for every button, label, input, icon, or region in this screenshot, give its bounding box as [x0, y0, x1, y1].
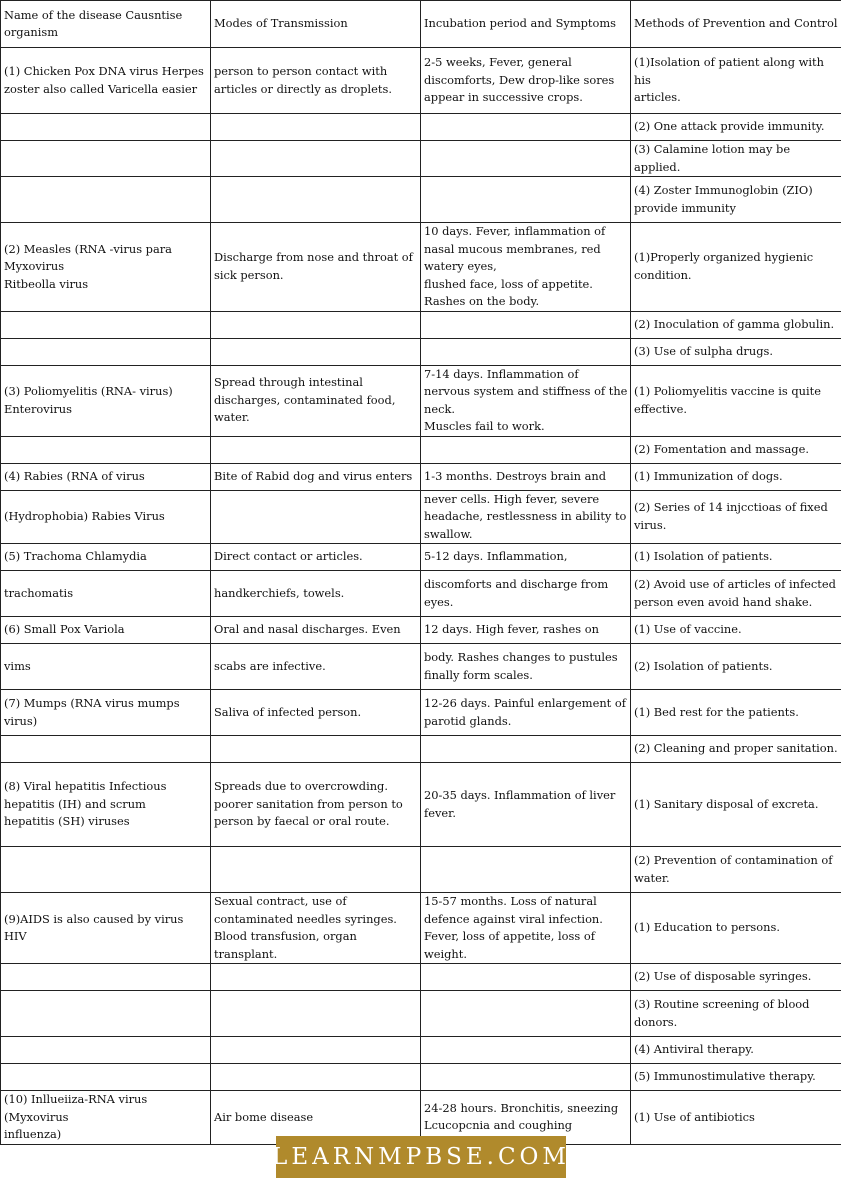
table-row — [1, 463, 841, 490]
table-row — [1, 436, 841, 463]
disease-cell — [1, 436, 211, 463]
incubation-cell: 2-5 weeks, Fever, general discomforts, Dew drop-like sores appear in successive crops. — [421, 48, 631, 114]
incubation-cell: 5-12 days. Inflammation, — [421, 544, 631, 571]
disease-cell: (2) Measles (RNA -virus para Myxovirus Ritbeolla virus — [1, 223, 211, 312]
transmission-cell — [211, 991, 421, 1037]
table-row — [1, 763, 841, 847]
table-row — [1, 490, 841, 544]
table-row — [1, 1037, 841, 1064]
transmission-cell: Spreads due to overcrowding. poorer sanitation from person to person by faecal or oral route. — [211, 763, 421, 847]
disease-cell — [1, 114, 211, 141]
table-body — [1, 1, 841, 1145]
header-cell-transmission: Modes of Transmission — [211, 1, 421, 48]
header-cell-disease: Name of the disease Causntise organism — [1, 1, 211, 48]
incubation-cell: 24-28 hours. Bronchitis, sneezing Lcucopcnia and coughing — [421, 1091, 631, 1145]
prevention-cell: (5) Immunostimulative therapy. — [631, 1064, 841, 1091]
transmission-cell — [211, 177, 421, 223]
incubation-cell: 7-14 days. Inflammation of nervous system and stiffness of the neck. Muscles fail to work. — [421, 365, 631, 436]
site-brand-banner — [272, 1136, 570, 1178]
incubation-cell: 15-57 months. Loss of natural defence against viral infection. Fever, loss of appetite, loss of weight. — [421, 893, 631, 964]
transmission-cell — [211, 490, 421, 544]
table-row — [1, 617, 841, 644]
incubation-cell — [421, 177, 631, 223]
transmission-cell — [211, 141, 421, 177]
prevention-cell: (2) Cleaning and proper sanitation. — [631, 736, 841, 763]
transmission-cell: person to person contact with articles or directly as droplets. — [211, 48, 421, 114]
table-row — [1, 964, 841, 991]
prevention-cell: (1) Education to persons. — [631, 893, 841, 964]
transmission-cell — [211, 311, 421, 338]
transmission-cell: scabs are infective. — [211, 644, 421, 690]
incubation-cell: 10 days. Fever, inflammation of nasal mucous membranes, red watery eyes, flushed face, loss of appetite. Rashes on the body. — [421, 223, 631, 312]
disease-cell: (1) Chicken Pox DNA virus Herpes zoster also called Varicella easier — [1, 48, 211, 114]
incubation-cell — [421, 141, 631, 177]
table-row — [1, 893, 841, 964]
disease-cell: (7) Mumps (RNA virus mumps virus) — [1, 690, 211, 736]
incubation-cell: never cells. High fever, severe headache, restlessness in ability to swallow. — [421, 490, 631, 544]
disease-cell — [1, 141, 211, 177]
incubation-cell — [421, 436, 631, 463]
incubation-cell — [421, 311, 631, 338]
table-row — [1, 48, 841, 114]
disease-cell: (9)AIDS is also caused by virus HIV — [1, 893, 211, 964]
prevention-cell: (2) Series of 14 injcctioas of fixed virus. — [631, 490, 841, 544]
disease-cell — [1, 991, 211, 1037]
disease-cell: (10) Inllueiiza-RNA virus (Myxovirus influenza) — [1, 1091, 211, 1145]
prevention-cell: (1) Immunization of dogs. — [631, 463, 841, 490]
transmission-cell: Air bome disease — [211, 1091, 421, 1145]
transmission-cell: Bite of Rabid dog and virus enters — [211, 463, 421, 490]
prevention-cell: (3) Calamine lotion may be applied. — [631, 141, 841, 177]
incubation-cell — [421, 338, 631, 365]
table-row — [1, 1064, 841, 1091]
table-row — [1, 114, 841, 141]
incubation-cell — [421, 964, 631, 991]
incubation-cell: 1-3 months. Destroys brain and — [421, 463, 631, 490]
prevention-cell: (2) Prevention of contamination of water. — [631, 847, 841, 893]
table-row — [1, 223, 841, 312]
transmission-cell — [211, 964, 421, 991]
table-row — [1, 847, 841, 893]
transmission-cell — [211, 338, 421, 365]
transmission-cell: handkerchiefs, towels. — [211, 571, 421, 617]
transmission-cell: Saliva of infected person. — [211, 690, 421, 736]
table-row — [1, 571, 841, 617]
header-cell-prevention: Methods of Prevention and Control — [631, 1, 841, 48]
prevention-cell: (2) Use of disposable syringes. — [631, 964, 841, 991]
table-row — [1, 736, 841, 763]
prevention-cell: (3) Routine screening of blood donors. — [631, 991, 841, 1037]
prevention-cell: (2) Isolation of patients. — [631, 644, 841, 690]
incubation-cell — [421, 114, 631, 141]
table-row — [1, 644, 841, 690]
prevention-cell: (2) Fomentation and massage. — [631, 436, 841, 463]
table-header-row — [1, 1, 841, 48]
incubation-cell: 20-35 days. Inflammation of liver fever. — [421, 763, 631, 847]
transmission-cell: Spread through intestinal discharges, contaminated food, water. — [211, 365, 421, 436]
incubation-cell: discomforts and discharge from eyes. — [421, 571, 631, 617]
transmission-cell: Direct contact or articles. — [211, 544, 421, 571]
incubation-cell — [421, 736, 631, 763]
incubation-cell — [421, 991, 631, 1037]
prevention-cell: (1)Isolation of patient along with his articles. — [631, 48, 841, 114]
table-row — [1, 365, 841, 436]
transmission-cell — [211, 114, 421, 141]
incubation-cell: 12-26 days. Painful enlargement of parotid glands. — [421, 690, 631, 736]
table-row — [1, 141, 841, 177]
disease-cell: (Hydrophobia) Rabies Virus — [1, 490, 211, 544]
prevention-cell: (3) Use of sulpha drugs. — [631, 338, 841, 365]
table-row — [1, 544, 841, 571]
prevention-cell: (1)Properly organized hygienic condition. — [631, 223, 841, 312]
table-row — [1, 338, 841, 365]
transmission-cell: Sexual contract, use of contaminated needles syringes. Blood transfusion, organ transplant. — [211, 893, 421, 964]
disease-cell: (3) Poliomyelitis (RNA- virus) Enterovirus — [1, 365, 211, 436]
transmission-cell — [211, 736, 421, 763]
transmission-cell — [211, 847, 421, 893]
incubation-cell — [421, 847, 631, 893]
table-row — [1, 991, 841, 1037]
prevention-cell: (1) Poliomyelitis vaccine is quite effective. — [631, 365, 841, 436]
disease-cell — [1, 847, 211, 893]
incubation-cell — [421, 1064, 631, 1091]
disease-cell — [1, 1064, 211, 1091]
disease-cell: vims — [1, 644, 211, 690]
prevention-cell: (1) Bed rest for the patients. — [631, 690, 841, 736]
transmission-cell: Discharge from nose and throat of sick person. — [211, 223, 421, 312]
disease-cell — [1, 311, 211, 338]
incubation-cell: 12 days. High fever, rashes on — [421, 617, 631, 644]
disease-cell — [1, 736, 211, 763]
site-brand-text: LEARNMPBSE.COM — [272, 1144, 570, 1170]
prevention-cell: (4) Zoster Immunoglobin (ZIO) provide immunity — [631, 177, 841, 223]
table-row — [1, 690, 841, 736]
disease-cell: (4) Rabies (RNA of virus — [1, 463, 211, 490]
prevention-cell: (1) Sanitary disposal of excreta. — [631, 763, 841, 847]
table-row — [1, 177, 841, 223]
disease-cell — [1, 177, 211, 223]
disease-cell — [1, 1037, 211, 1064]
disease-cell: trachomatis — [1, 571, 211, 617]
prevention-cell: (2) Avoid use of articles of infected person even avoid hand shake. — [631, 571, 841, 617]
header-cell-incubation: Incubation period and Symptoms — [421, 1, 631, 48]
disease-cell — [1, 338, 211, 365]
transmission-cell — [211, 1037, 421, 1064]
prevention-cell: (1) Use of vaccine. — [631, 617, 841, 644]
disease-cell: (5) Trachoma Chlamydia — [1, 544, 211, 571]
disease-cell: (6) Small Pox Variola — [1, 617, 211, 644]
transmission-cell: Oral and nasal discharges. Even — [211, 617, 421, 644]
prevention-cell: (2) Inoculation of gamma globulin. — [631, 311, 841, 338]
prevention-cell: (2) One attack provide immunity. — [631, 114, 841, 141]
incubation-cell: body. Rashes changes to pustules finally form scales. — [421, 644, 631, 690]
disease-cell: (8) Viral hepatitis Infectious hepatitis (IH) and scrum hepatitis (SH) viruses — [1, 763, 211, 847]
prevention-cell: (1) Use of antibiotics — [631, 1091, 841, 1145]
transmission-cell — [211, 1064, 421, 1091]
prevention-cell: (4) Antiviral therapy. — [631, 1037, 841, 1064]
disease-cell — [1, 964, 211, 991]
prevention-cell: (1) Isolation of patients. — [631, 544, 841, 571]
table-row — [1, 311, 841, 338]
transmission-cell — [211, 436, 421, 463]
incubation-cell — [421, 1037, 631, 1064]
